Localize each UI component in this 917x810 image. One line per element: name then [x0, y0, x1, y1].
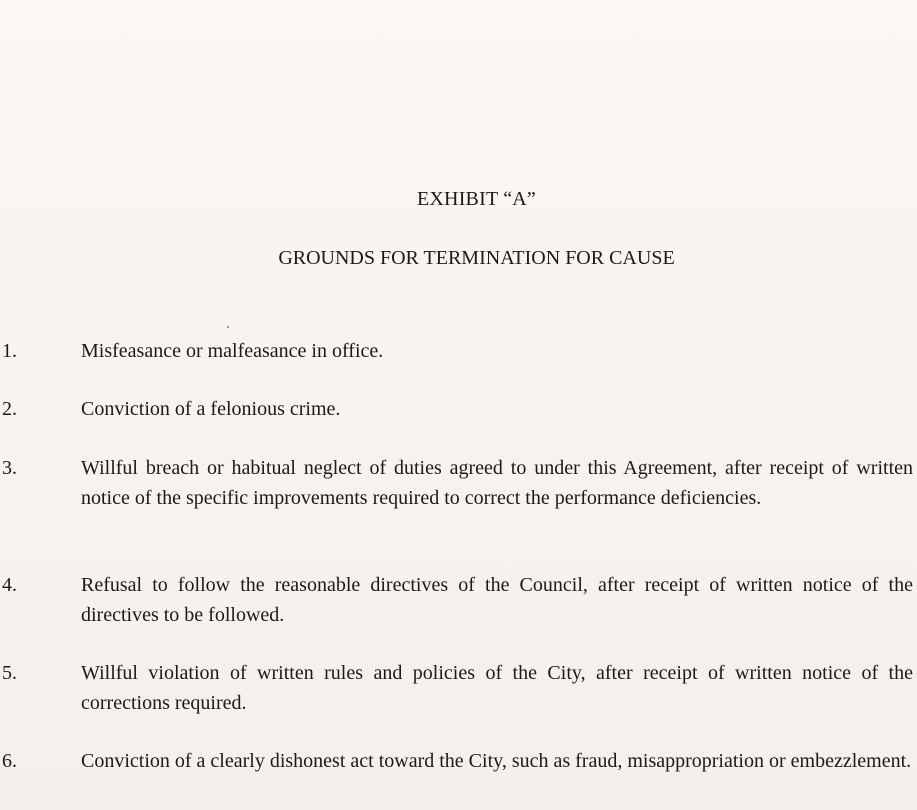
list-item-number: 2.	[2, 398, 17, 420]
list-item-number: 1.	[2, 340, 17, 362]
list-item-number: 3.	[2, 457, 17, 479]
exhibit-subtitle: GROUNDS FOR TERMINATION FOR CAUSE	[278, 247, 675, 269]
scan-speck	[227, 326, 229, 328]
list-item-text: Conviction of a clearly dishonest act toward the City, such as fraud, misappropriation or embezzlement.	[81, 750, 912, 772]
list-item-number: 4.	[2, 574, 17, 596]
list-item-number: 6.	[2, 750, 17, 772]
list-item-text: Misfeasance or malfeasance in office.	[81, 340, 384, 362]
list-item-text: Willful violation of written rules and policies of the City, after receipt of written notice of the corrections required.	[81, 662, 913, 714]
list-item-text: Conviction of a felonious crime.	[81, 398, 341, 420]
list-item-number: 5.	[2, 662, 17, 684]
list-item-text: Refusal to follow the reasonable directives of the Council, after receipt of written notice of the directives to be followed.	[81, 574, 913, 626]
exhibit-title: EXHIBIT “A”	[416, 188, 537, 210]
list-item-text: Willful breach or habitual neglect of duties agreed to under this Agreement, after receipt of written notice of the specific improvements required to correct the performance deficiencies.	[81, 457, 913, 509]
